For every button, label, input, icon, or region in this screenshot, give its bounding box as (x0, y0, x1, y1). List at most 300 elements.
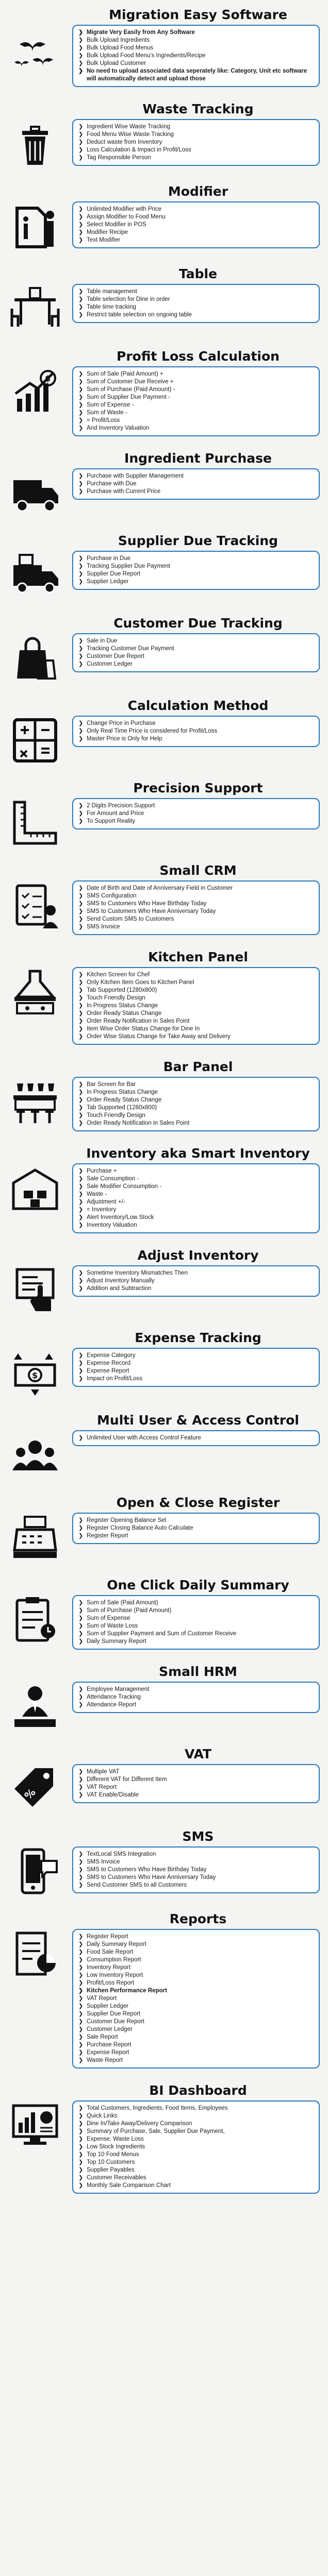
feature-item-text: TextLocal SMS Integration (87, 1851, 156, 1857)
feature-item-text: Migrate Very Easily from Any Software (87, 29, 195, 36)
section-title: One Click Daily Summary (107, 1578, 289, 1592)
feature-list-box (72, 1348, 320, 1387)
feature-item-text: Supplier Ledger (87, 579, 129, 585)
feature-item-text: Top 10 Food Menus (87, 2151, 139, 2158)
feature-item-text: Sum of Sale (Paid Amount) (87, 1600, 158, 1606)
feature-item-text: To Support Reality (87, 818, 135, 824)
feature-item-text: Food Sale Report (87, 1949, 134, 1955)
chevron-right-icon: ❯ (78, 2113, 84, 2119)
chevron-right-icon: ❯ (78, 1859, 84, 1865)
chevron-right-icon: ❯ (78, 2175, 84, 2181)
svg-text:$: $ (32, 1370, 38, 1380)
shopping-bag-icon (4, 632, 66, 689)
feature-item-text: Purchase in Due (87, 555, 131, 562)
chevron-right-icon: ❯ (78, 818, 84, 824)
chevron-right-icon: ❯ (78, 1168, 84, 1174)
feature-item-text: Attendance Tracking (87, 1694, 141, 1700)
chevron-right-icon: ❯ (78, 1638, 84, 1645)
feature-item-text: Only Kitchen Item Goes to Kitchen Panel (87, 979, 194, 986)
modifier-document-icon (4, 200, 66, 257)
kitchen-hood-icon (4, 966, 66, 1023)
feature-item-text: Tab Supported (1280x800) (87, 1105, 157, 1111)
chevron-right-icon: ❯ (78, 417, 84, 423)
section-title: Precision Support (133, 781, 263, 795)
feature-list (78, 1517, 314, 1540)
feature-item (78, 378, 314, 386)
feature-item (78, 29, 314, 37)
feature-item-text: Sum of Expense - (87, 402, 134, 408)
feature-item-text: SMS Invoice (87, 1859, 120, 1865)
chevron-right-icon: ❯ (78, 155, 84, 161)
feature-item (78, 885, 314, 892)
feature-item-text: SMS to Customers Who Have Anniversary Today (87, 1874, 216, 1880)
section-title: Bar Panel (163, 1059, 233, 1074)
feature-item-text: Sale in Due (87, 638, 118, 644)
feature-item (78, 1941, 314, 1948)
chevron-right-icon: ❯ (78, 425, 84, 431)
feature-section (0, 530, 328, 613)
feature-section (0, 1743, 328, 1826)
feature-item (78, 44, 314, 52)
feature-item-text: Waste Report (87, 2057, 123, 2063)
feature-item-text: Sum of Waste Loss (87, 1623, 138, 1629)
feature-item (78, 1112, 314, 1120)
chevron-right-icon: ❯ (78, 206, 84, 212)
feature-section (0, 1327, 328, 1410)
chevron-right-icon: ❯ (78, 810, 84, 817)
feature-list (78, 1599, 314, 1646)
section-title: Inventory aka Smart Inventory (86, 1146, 310, 1161)
feature-item-text: Expense Category (87, 1352, 136, 1359)
feature-item (78, 1285, 314, 1293)
feature-list-box (72, 1513, 320, 1544)
feature-item (78, 637, 314, 645)
feature-item (78, 1277, 314, 1285)
chevron-right-icon: ❯ (78, 1033, 84, 1040)
feature-item (78, 2128, 314, 2136)
section-title: Multi User & Access Control (97, 1413, 299, 1428)
feature-item (78, 401, 314, 409)
feature-item-text: Change Price in Purchase (87, 720, 156, 726)
feature-list-box (72, 1265, 320, 1297)
chevron-right-icon: ❯ (78, 979, 84, 986)
feature-section (0, 4, 328, 98)
feature-item (78, 37, 314, 44)
feature-section (0, 98, 328, 181)
feature-section (0, 1908, 328, 2080)
section-title: Calculation Method (127, 698, 269, 713)
chevron-right-icon: ❯ (78, 579, 84, 585)
feature-item (78, 818, 314, 825)
delivery-truck-icon (4, 467, 66, 524)
expense-money-icon (4, 1347, 66, 1403)
feature-item (78, 472, 314, 480)
chevron-right-icon: ❯ (78, 124, 84, 130)
sms-phone-icon (4, 1845, 66, 1902)
chevron-right-icon: ❯ (78, 1867, 84, 1873)
feature-item (78, 296, 314, 303)
chevron-right-icon: ❯ (78, 1207, 84, 1213)
supplier-truck-icon (4, 550, 66, 606)
feature-item-text: VAT Report (87, 1784, 117, 1790)
feature-item (78, 370, 314, 378)
feature-list-box (72, 1764, 320, 1803)
chevron-right-icon: ❯ (78, 379, 84, 385)
chevron-right-icon: ❯ (78, 1600, 84, 1606)
chevron-right-icon: ❯ (78, 995, 84, 1001)
feature-item-text: Register Closing Balance Auto Calculate (87, 1525, 193, 1531)
feature-item (78, 1948, 314, 1956)
feature-item-text: Sale Modifier Consumption - (87, 1183, 162, 1190)
feature-item (78, 720, 314, 727)
feature-section (0, 695, 328, 777)
feature-item-text: Adjust Inventory Manually (87, 1278, 155, 1284)
feature-item (78, 2174, 314, 2182)
chevron-right-icon: ❯ (78, 53, 84, 59)
chevron-right-icon: ❯ (78, 131, 84, 138)
feature-item-text: Select Modifier in POS (87, 222, 146, 228)
feature-item (78, 1104, 314, 1112)
feature-list-box (72, 967, 320, 1045)
feature-item-text: Customer Ledger (87, 2026, 133, 2032)
feature-item (78, 1081, 314, 1089)
feature-item-text: Tracking Customer Due Payment (87, 646, 174, 652)
feature-item-text: Impact on Profit/Loss (87, 1376, 143, 1382)
feature-list (78, 1269, 314, 1293)
feature-item (78, 2026, 314, 2033)
feature-item (78, 653, 314, 660)
feature-item (78, 1851, 314, 1858)
adjust-hand-icon (4, 1264, 66, 1321)
feature-item (78, 1630, 314, 1638)
chevron-right-icon: ❯ (78, 1435, 84, 1441)
feature-item (78, 1768, 314, 1776)
section-title: Reports (169, 1911, 227, 1926)
feature-item (78, 2105, 314, 2112)
section-title: SMS (182, 1829, 214, 1844)
chevron-right-icon: ❯ (78, 1874, 84, 1880)
feature-item-text: Touch Friendly Design (87, 995, 145, 1001)
feature-list-box (72, 1846, 320, 1893)
chevron-right-icon: ❯ (78, 2167, 84, 2173)
feature-item-text: Low Stock Ingredients (87, 2144, 145, 2150)
feature-item-text: Sometime Inventory Mismatches Then (87, 1270, 188, 1276)
feature-item-text: Waste - (87, 1191, 107, 1197)
feature-item (78, 2049, 314, 2057)
chevron-right-icon: ❯ (78, 653, 84, 659)
feature-list (78, 637, 314, 668)
profit-chart-icon (4, 365, 66, 422)
feature-list-box (72, 366, 320, 436)
chevron-right-icon: ❯ (78, 1105, 84, 1111)
section-title: Kitchen Panel (148, 950, 248, 964)
feature-item-text: SMS to Customers Who Have Anniversary Today (87, 908, 216, 914)
feature-item-text: Daily Summary Report (87, 1941, 146, 1947)
feature-item (78, 810, 314, 818)
feature-item-text: Register Report (87, 1934, 128, 1940)
chevron-right-icon: ❯ (78, 1368, 84, 1374)
feature-item-text: Unlimited Modifier with Price (87, 206, 162, 212)
feature-item (78, 1956, 314, 1964)
feature-item-text: SMS Configuration (87, 893, 137, 899)
feature-item (78, 1096, 314, 1104)
feature-item-text: Tag Responsible Person (87, 155, 151, 161)
chevron-right-icon: ❯ (78, 29, 84, 36)
feature-item (78, 2182, 314, 2190)
feature-section (0, 346, 328, 448)
feature-item (78, 802, 314, 810)
chevron-right-icon: ❯ (78, 1607, 84, 1614)
chevron-right-icon: ❯ (78, 571, 84, 577)
section-title: Open & Close Register (116, 1495, 280, 1510)
feature-item-text: Purchase + (87, 1168, 117, 1174)
feature-item-text: Tab Supported (1280x800) (87, 987, 157, 993)
feature-item (78, 1033, 314, 1041)
feature-item (78, 206, 314, 213)
chevron-right-icon: ❯ (78, 1988, 84, 1994)
feature-item (78, 409, 314, 417)
feature-item (78, 2033, 314, 2041)
feature-item (78, 2112, 314, 2120)
feature-item (78, 1222, 314, 1229)
section-title: Migration Easy Software (109, 7, 287, 22)
feature-item-text: Send Custom SMS to Customers (87, 916, 174, 922)
chevron-right-icon: ❯ (78, 1995, 84, 2002)
feature-list (78, 29, 314, 83)
feature-section (0, 1143, 328, 1245)
chevron-right-icon: ❯ (78, 2042, 84, 2048)
feature-item (78, 1776, 314, 1784)
feature-item-text: Supplier Due Report (87, 571, 141, 577)
chevron-right-icon: ❯ (78, 1097, 84, 1103)
feature-item (78, 1686, 314, 1693)
feature-item-text: Date of Birth and Date of Anniversary Field in Customer (87, 885, 233, 891)
feature-item (78, 1375, 314, 1383)
feature-item-text: = Profit/Loss (87, 417, 120, 423)
feature-item-text: Tracking Supplier Due Payment (87, 563, 170, 569)
feature-list-box (72, 880, 320, 935)
feature-item (78, 570, 314, 578)
feature-item (78, 2136, 314, 2143)
chevron-right-icon: ❯ (78, 1176, 84, 1182)
feature-item (78, 994, 314, 1002)
chevron-right-icon: ❯ (78, 1702, 84, 1708)
chevron-right-icon: ❯ (78, 2136, 84, 2142)
feature-item (78, 1791, 314, 1799)
feature-item-text: Only Real Time Price is considered for Profit/Loss (87, 728, 218, 734)
feature-item-text: Monthly Sale Comparison Chart (87, 2182, 171, 2189)
feature-item (78, 645, 314, 653)
feature-item-text: In Progress Status Change (87, 1089, 158, 1095)
feature-item-text: Customer Receivables (87, 2175, 146, 2181)
feature-item-text: Unlimited User with Access Control Feature (87, 1435, 201, 1441)
feature-item (78, 1701, 314, 1709)
section-title: Customer Due Tracking (113, 616, 283, 631)
feature-item (78, 1972, 314, 1979)
feature-item-text: Bulk Upload Food Menu's Ingredients/Recipe (87, 53, 206, 59)
feature-item (78, 488, 314, 496)
chevron-right-icon: ❯ (78, 1199, 84, 1205)
feature-item-text: Text Modifier (87, 237, 121, 243)
feature-item-text: Expense Report (87, 1368, 129, 1374)
chevron-right-icon: ❯ (78, 1183, 84, 1190)
chevron-right-icon: ❯ (78, 563, 84, 569)
chevron-right-icon: ❯ (78, 1018, 84, 1024)
chevron-right-icon: ❯ (78, 1270, 84, 1276)
feature-item-text: Dine In/Take Away/Delivery Comparison (87, 2121, 192, 2127)
feature-item (78, 60, 314, 67)
feature-item (78, 2151, 314, 2159)
chevron-right-icon: ❯ (78, 1784, 84, 1790)
feature-item-text: Different VAT for Different Item (87, 1776, 167, 1783)
feature-list (78, 885, 314, 931)
users-group-icon (4, 1429, 66, 1486)
feature-section (0, 946, 328, 1056)
feature-item-text: Supplier Payables (87, 2167, 135, 2173)
feature-list (78, 1686, 314, 1709)
chevron-right-icon: ❯ (78, 1010, 84, 1016)
feature-list-box (72, 284, 320, 323)
crm-checklist-icon (4, 879, 66, 936)
section-title: Profit Loss Calculation (117, 349, 280, 364)
table-chairs-icon (4, 283, 66, 340)
feature-item-text: Food Menu Wise Waste Tracking (87, 131, 174, 138)
feature-item (78, 1198, 314, 1206)
feature-item-text: = Inventory (87, 1207, 117, 1213)
feature-item-text: Order Ready Status Change (87, 1097, 162, 1103)
feature-item-text: Sum of Purchase (Paid Amount) - (87, 386, 175, 393)
feature-item (78, 1524, 314, 1532)
chevron-right-icon: ❯ (78, 893, 84, 899)
chevron-right-icon: ❯ (78, 488, 84, 495)
feature-item-text: Send Customer SMS to all Customers (87, 1882, 187, 1888)
chevron-right-icon: ❯ (78, 661, 84, 667)
chevron-right-icon: ❯ (78, 410, 84, 416)
feature-item (78, 1599, 314, 1607)
feature-list-box (72, 201, 320, 248)
chevron-right-icon: ❯ (78, 1972, 84, 1978)
feature-item-text: In Progress Status Change (87, 1003, 158, 1009)
dashboard-screen-icon (4, 2099, 66, 2156)
chevron-right-icon: ❯ (78, 394, 84, 400)
feature-item (78, 1434, 314, 1442)
feature-list-box (72, 1077, 320, 1131)
feature-item (78, 2057, 314, 2064)
feature-list (78, 1081, 314, 1127)
section-title: VAT (184, 1747, 212, 1761)
section-title: Expense Tracking (135, 1330, 261, 1345)
feature-item (78, 425, 314, 432)
feature-list (78, 206, 314, 244)
calculator-icon (4, 715, 66, 771)
chevron-right-icon: ❯ (78, 2151, 84, 2158)
feature-item-text: No need to upload associated data seperately like: Category, Unit etc software will automatically detect and upload those (87, 68, 307, 82)
feature-item (78, 2003, 314, 2010)
feature-item (78, 1622, 314, 1630)
section-title: Small HRM (159, 1664, 237, 1679)
section-title: Supplier Due Tracking (118, 533, 278, 548)
feature-item-text: Order Ready Status Change (87, 1010, 162, 1016)
feature-item (78, 386, 314, 394)
feature-section (0, 2080, 328, 2205)
chevron-right-icon: ❯ (78, 68, 84, 74)
feature-item (78, 555, 314, 563)
feature-item (78, 146, 314, 154)
chevron-right-icon: ❯ (78, 1003, 84, 1009)
chevron-right-icon: ❯ (78, 2003, 84, 2009)
chevron-right-icon: ❯ (78, 885, 84, 891)
chevron-right-icon: ❯ (78, 2026, 84, 2032)
chevron-right-icon: ❯ (78, 1089, 84, 1095)
chevron-right-icon: ❯ (78, 1949, 84, 1955)
feature-list-box (72, 1595, 320, 1650)
feature-item (78, 1987, 314, 1995)
feature-section (0, 1826, 328, 1908)
feature-list-box (72, 798, 320, 829)
feature-list-box (72, 551, 320, 590)
feature-item-text: SMS to Customers Who Have Birthday Today (87, 1867, 207, 1873)
feature-item (78, 916, 314, 923)
chevron-right-icon: ❯ (78, 371, 84, 377)
feature-item (78, 417, 314, 425)
section-title: Small CRM (159, 863, 237, 878)
chevron-right-icon: ❯ (78, 2011, 84, 2017)
feature-item (78, 311, 314, 319)
feature-section (0, 860, 328, 946)
chevron-right-icon: ❯ (78, 481, 84, 487)
chevron-right-icon: ❯ (78, 1957, 84, 1963)
feature-section (0, 1245, 328, 1327)
chevron-right-icon: ❯ (78, 2159, 84, 2165)
chevron-right-icon: ❯ (78, 1623, 84, 1629)
feature-section (0, 263, 328, 346)
feature-item (78, 979, 314, 987)
summary-clipboard-icon (4, 1594, 66, 1651)
chevron-right-icon: ❯ (78, 147, 84, 153)
chevron-right-icon: ❯ (78, 1214, 84, 1221)
chevron-right-icon: ❯ (78, 1517, 84, 1523)
feature-list (78, 720, 314, 743)
feature-item (78, 1693, 314, 1701)
feature-item (78, 908, 314, 916)
feature-list-box (72, 25, 320, 87)
feature-item (78, 303, 314, 311)
feature-item (78, 1010, 314, 1018)
feature-item (78, 1191, 314, 1198)
feature-item (78, 2018, 314, 2026)
feature-item-text: Sum of Supplier Payment and Sum of Customer Receive (87, 1631, 237, 1637)
feature-item-text: Sum of Customer Due Receive + (87, 379, 174, 385)
feature-item-text: Supplier Ledger (87, 2003, 129, 2009)
chevron-right-icon: ❯ (78, 296, 84, 302)
feature-item (78, 1964, 314, 1972)
chevron-right-icon: ❯ (78, 987, 84, 993)
chevron-right-icon: ❯ (78, 728, 84, 734)
chevron-right-icon: ❯ (78, 720, 84, 726)
precision-ruler-icon (4, 797, 66, 854)
feature-section (0, 448, 328, 530)
feature-item (78, 1025, 314, 1033)
chevron-right-icon: ❯ (78, 1278, 84, 1284)
chevron-right-icon: ❯ (78, 214, 84, 220)
chevron-right-icon: ❯ (78, 1533, 84, 1539)
chevron-right-icon: ❯ (78, 229, 84, 235)
feature-item-text: Table management (87, 289, 137, 295)
feature-item (78, 131, 314, 139)
feature-item-text: Attendance Report (87, 1702, 136, 1708)
chevron-right-icon: ❯ (78, 1964, 84, 1971)
feature-section (0, 1661, 328, 1743)
